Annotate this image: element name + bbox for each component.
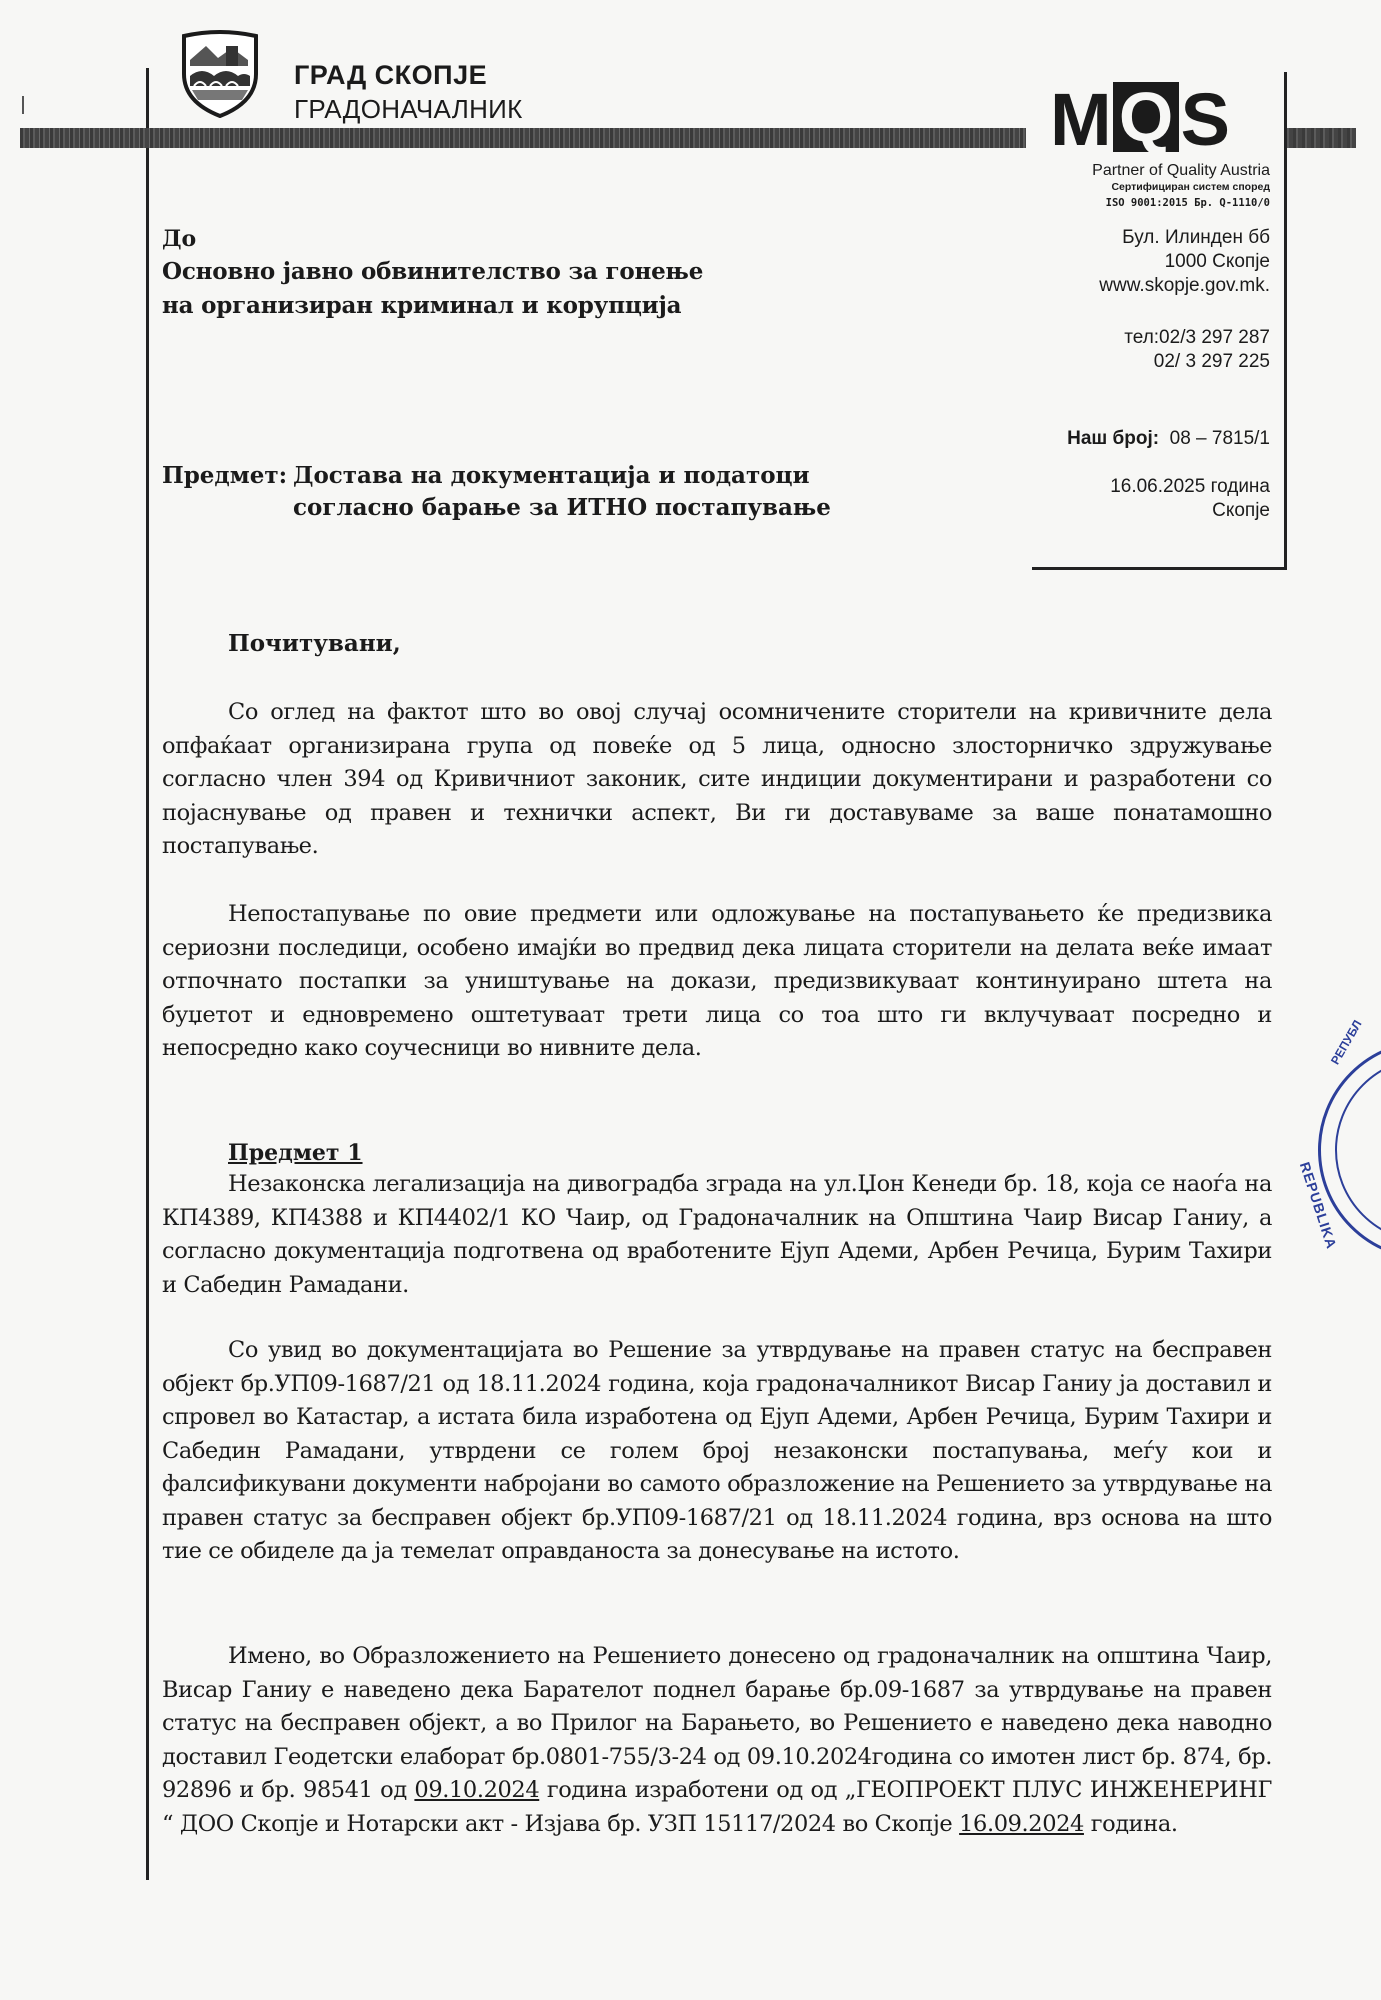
salutation: Почитувани, [228, 630, 401, 657]
body-paragraph-3: Незаконска легализација на дивоградба зграда на ул.Џон Кенеди бр. 18, која се наоѓа на КП4389, КП4388 и КП4402/1 КО Чаир, од Градоначалник на Општина Чаир Висар Ганиу, а согласно документација подготвена од вработените Ејуп Адеми, Арбен Речица, Бурим Тахири и Сабедин Рамадани. [162, 1171, 1272, 1298]
stamp-text-top: РЕПУБЛ [1328, 1017, 1365, 1067]
body-paragraph-2: Непостапување по овие предмети или одложување на постапувањето ќе предизвика сериозни последици, особено имајќи во предвид дека лицата сторители на делата веќе имаат отпочнато постапки за уништување на докази, предизвикуваат континуирано штета на буџетот и едновремено оштетуваат трети лица со тоа што ги вклучуваат посредно и непосредно како соучесници во нивните дела. [162, 901, 1272, 1061]
document-city: Скопје [1212, 500, 1270, 521]
mqs-certification-text: Сертифициран систем според [1111, 181, 1270, 193]
header-divider-bar [20, 128, 1026, 148]
subject-line-1: Достава на документација и податоци [293, 462, 810, 489]
left-margin-rule [146, 68, 149, 1880]
addressee-line-1: Основно јавно обвинителство за гонење [162, 258, 704, 285]
address-street: Бул. Илинден бб [1122, 227, 1270, 248]
underlined-date-2: 16.09.2024 [959, 1810, 1084, 1837]
city-of-skopje-coat-of-arms-icon [176, 30, 264, 118]
phone-2: 02/ 3 297 225 [1153, 351, 1270, 372]
document-date: 16.06.2025 година [1110, 476, 1270, 497]
header-box-bottom-rule [1032, 567, 1287, 570]
addressee-label: До [162, 226, 197, 252]
body-paragraph-4: Со увид во документацијата во Решение за утврдување на правен статус на бесправен објект бр.УП09-1687/21 од 18.11.2024 година, која градоначалникот Висар Ганиу ја доставил и спровел во Катастар, а истата била изработена од Ејуп Адеми, Арбен Речица, Бурим Тахири и Сабедин Рамадани, утврдени се голем број незаконски постапувања, меѓу кои и фалсификувани документи набројани во самото образложение на Решението за утврдување на правен статус за бесправен објект бр.УП09-1687/21 од 18.11.2024 година, врз основа на што тие се обиделе да ја темелат оправданоста за донесување на истото. [162, 1337, 1272, 1564]
org-name: ГРАД СКОПЈЕ [294, 60, 488, 90]
header-divider-bar-right [1284, 128, 1356, 148]
address-city: 1000 Скопје [1164, 251, 1270, 272]
mqs-logo-s: S [1180, 78, 1230, 162]
reference-label: Наш број: [1067, 428, 1160, 449]
underlined-date-1: 09.10.2024 [414, 1777, 540, 1803]
org-subtitle: ГРАДОНАЧАЛНИК [294, 94, 523, 124]
reference-number [1067, 428, 1270, 450]
stamp-text-outer: REPUBLIKA [1296, 1160, 1341, 1252]
paragraph-5-text-b: година изработени од од „ГЕОПРОЕКТ ПЛУС ИНЖЕНЕРИНГ “ ДОО Скопје и Нотарски акт - Изјава бр. УЗП 15117/2024 во Скопје [162, 1777, 1272, 1837]
mqs-logo [1050, 78, 1230, 162]
mqs-logo-q: Q [1113, 82, 1179, 152]
mqs-partner-text: Partner of Quality Austria [1092, 162, 1270, 179]
paragraph-5-text-a: Имено, во Образложението на Решението донесено од градоначалник на општина Чаир, Висар Ганиу е наведено дека Барателот поднел барање бр.09-1687 за утврдување на правен статус на бесправен објект, а во Прилог на Барањето, во Решението е наведено дека наводно доставил Геодетски елаборат бр.0801-755/3-24 од 09.10.2024година со имотен лист бр. 874, бр. 92896 и бр. 98541 од [162, 1643, 1272, 1803]
scan-mark [22, 96, 24, 114]
subject-line-2: согласно барање за ИТНО постапување [293, 494, 831, 521]
paragraph-5-text-c: година. [1083, 1810, 1178, 1837]
mqs-logo-m: M [1050, 78, 1111, 162]
website-link[interactable]: www.skopje.gov.mk. [1099, 275, 1270, 296]
header-box-right-rule [1284, 72, 1287, 570]
official-stamp-inner-ring [1335, 1057, 1381, 1243]
body-paragraph-1: Со оглед на фактот што во овој случај осомничените сторители на кривичните дела опфаќаат организирана група од повеќе од 5 лица, односно злосторничко здружување согласно член 394 од Кривичниот законик, сите индиции документирани и разработени со појаснување од правен и технички аспект, Ви ги доставуваме за ваше понатамошно постапување. [162, 699, 1272, 859]
reference-value: 08 – 7815/1 [1169, 428, 1270, 449]
subject-label: Предмет: [162, 462, 288, 489]
section-title-subject-1: Предмет 1 [228, 1140, 363, 1166]
addressee-line-2: на организиран криминал и корупција [162, 292, 682, 319]
mqs-iso-text: ISO 9001:2015 Бр. Q-1110/0 [1105, 197, 1270, 209]
phone-1: тел:02/3 297 287 [1124, 327, 1270, 348]
body-paragraph-5 [162, 1640, 1272, 1841]
